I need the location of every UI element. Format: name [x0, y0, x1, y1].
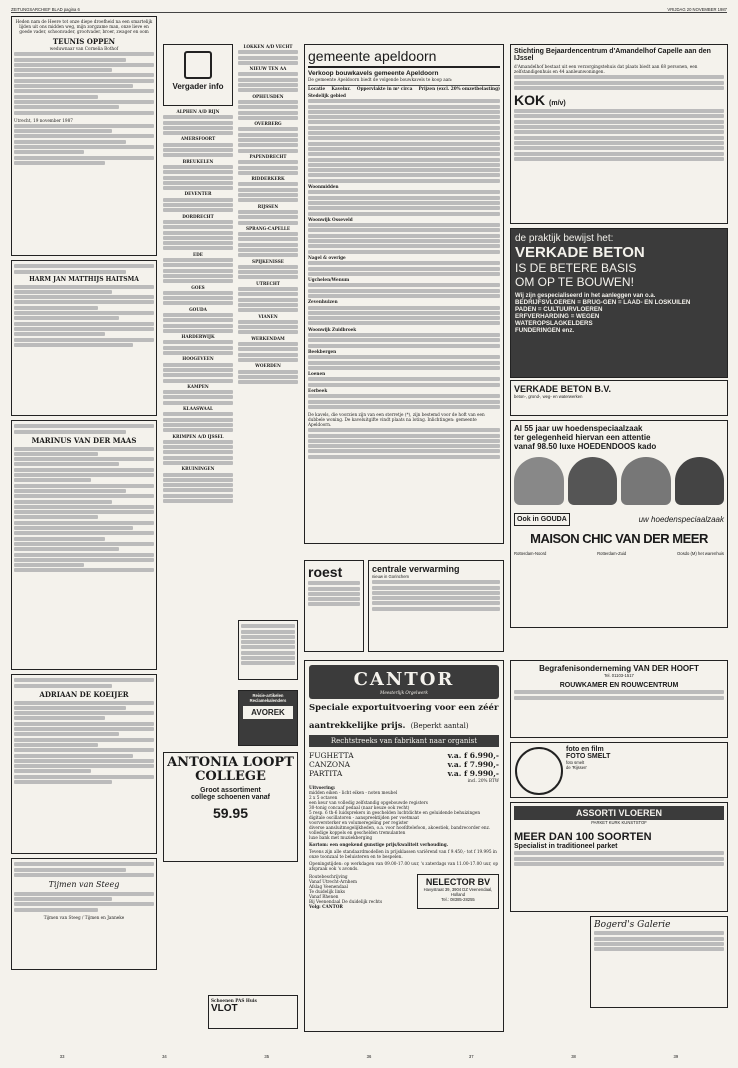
apeldoorn-footer: De kavels, die voorzien zijn van een sterretje (*), zijn bestemd voor de hoft van een dubbele woning. De kaveluitgifte vindt plaats na loting. Inlichtingen: gemeente Apeldoorn. [308, 411, 485, 427]
verkade-beton-ad: de praktijk bewijst het: VERKADE BETON IS DE BETERE BASIS OM OP TE BOUWEN! Wij zijn gespecialiseerd in het aanleggen van o.a. BEDRIJFSVLOEREN = BRUG-GEN = LAAD- EN LOSKUILEN PADEN = CULTUURVLOEREN ERFVERHARDING = WEGEN WATEROPSLAGKELDERS FUNDERINGEN enz. [510, 228, 728, 378]
film-icon [515, 747, 563, 795]
notice-van-der-maas [11, 420, 157, 670]
notice-footer: Tijmen van Steeg / Tijmen en Janneke [43, 914, 125, 920]
small-ad-box [238, 620, 298, 680]
cantor-incl: incl. 20% BTW [467, 778, 499, 783]
bogerd-galerie-ad: Bogerd's Galerie [590, 916, 728, 1008]
beton-spec: Wij zijn gespecialiseerd in het aanleggen van o.a. [515, 293, 656, 299]
deceased-name: HARM JAN MATTHIJS HAITSMA [29, 275, 139, 283]
apeldoorn-intro: De gemeente Apeldoorn biedt de volgende bouwkavels te koop aan: [308, 77, 453, 82]
notice-intro: Heden nam de Heere tot onze diepe droefheid na een smartelijk lijden uit ons midden weg, mijn zorgzame man, onze lieve en goede vader, schoonvader, grootvader, broer, zwager en oom [15, 19, 153, 34]
assorti-ad: ASSORTI VLOEREN PARKET KURK KUNSTSTOF MEER DAN 100 SOORTEN Specialist in traditioneel parket [510, 802, 728, 912]
deceased-name: Tijmen van Steeg [48, 879, 120, 889]
hoeden-ad: Al 55 jaar uw hoedenspeciaalzaak ter gelegenheid hiervan een attentie vanaf 98.50 luxe HOEDENDOOS kado Ook in GOUDA uw hoedenspeciaalzaak MAISON CHIC VAN DER MEER Rotterdam-Noord Rotterdam-Zuid Oosdo (M) het warenhuis [510, 420, 728, 628]
bejaarden-ad [510, 44, 728, 224]
bejaarden-text: d'Amandelhof bestaat uit een verzorgingstehuis dat plaats biedt aan 68 personen, een zelfstandigenhuis en 44 aanleunwoningen. [514, 64, 698, 74]
notice-van-steeg [11, 858, 157, 970]
beton-slogan1: de praktijk bewijst het: [515, 233, 614, 244]
centrale-sub: nieuw in Gorinchem [372, 574, 410, 579]
cantor-band: Rechtstreeks van fabrikant naar organist [309, 735, 499, 747]
van-der-hooft-ad [510, 660, 728, 738]
foto-smelt-ad: foto en film FOTO SMELT foto smelt de 'Rijssen' [510, 742, 728, 798]
cantor-models: FUGHETTA v.a. f 6.990,- CANZONA v.a. f 7.990,- PARTITA v.a. f 9.990,- [309, 751, 499, 778]
apeldoorn-notice: gemeente apeldoorn Verkoop bouwkavels gemeente Apeldoorn De gemeente Apeldoorn biedt de volgende bouwkavels te koop aan: Locatie Kavelnr. Oppervlakte in m² circa Prijzen (excl. 20% omzetbelasting) Stedelijk gebied Woonmidden Woonwijk Osseveld Nagel & overige Ugchelen/Wenum Zevenhuizen Woonwijk Zuidbroek Beekbergen Loenen Eerbeek De kavels, die voorzien zijn van een sterretje (*), zijn bestemd voor de hoft van een dubbele woning. De kaveluitgifte vindt plaats na loting. Inlichtingen: gemeente Apeldoorn. [304, 44, 504, 544]
antonia-ad [163, 752, 298, 862]
avorek-title: Reisie-artikelen Reclamekalenders [249, 693, 287, 703]
antonia-title: ANTONIA LOOPT COLLEGE [167, 755, 294, 784]
deceased-name: ADRIAAN DE KOEIJER [39, 689, 129, 699]
badge-label: Vergader info [172, 82, 224, 91]
roest-ad [304, 560, 364, 652]
roest-name: roest [308, 564, 343, 580]
vlot-name: VLOT [211, 1003, 238, 1014]
apeldoorn-title: gemeente apeldoorn [308, 48, 500, 68]
antonia-price-label: college schoenen vanaf [191, 794, 270, 801]
kok-title: KOK [514, 91, 546, 108]
family-notices-column [11, 16, 157, 1036]
meeting-listings-2: LOKKEN A/D VECHT NIEUW TEN AA OPHEUSDEN OVERBERG PAPENDRECHT RIDDERKERK RIJSSEN SPRANG-CAPELLE SPIJKENISSE UTRECHT VIANEN WERKENDAM WOERDEN [238, 44, 298, 644]
cantor-logo: CANTOR Meesterlijk Orgelwerk [309, 665, 499, 699]
bejaarden-title: Stichting Bejaardencentrum d'Amandelhof Capelle aan den IJssel [514, 48, 711, 62]
header-right: VRIJDAG 20 NOVEMBER 1987 [667, 7, 727, 12]
beton-slogan4: OM OP TE BOUWEN! [515, 275, 634, 289]
page-header [11, 7, 727, 13]
hoed-name: MAISON CHIC VAN DER MEER [530, 531, 708, 546]
beton-slogan2: VERKADE BETON [515, 244, 645, 261]
kok-sub: (m/v) [549, 99, 566, 107]
nelector-box: NELECTOR BV Havystraat 39, 3904 DZ Veenendaal, Holland Tel.: 08385-28255 [417, 874, 499, 909]
notice-oppen [11, 16, 157, 256]
company-name: VERKADE BETON B.V. [514, 384, 612, 394]
cantor-features: midden eiken - licht eiken - noten meubel 2 x 5 octaven een keur van volledig zelfstandig opgebouwde registers 30-tonig concaaf pedaal (naar keuze ook recht) 5 resp. 6 th-6 luidsprekers in geschelden luchtdichte en geluidende behuizingen digitale oscillatoren - aanspreektijden per voetmaat voorversterker en volumeregeling per register diverse aansluitmogelijkheden, o.a. voor hoofdtelefoon, akoestiek, bandrecorder enz. volledige koppels en geschelden tremulanten luxe bank met muziekberging [309, 790, 491, 840]
antonia-sub: Groot assortiment [200, 787, 261, 794]
deceased-name: TEUNIS OPPEN [52, 37, 116, 46]
hooft-tel: Tel. 01103-1517 [604, 673, 634, 678]
notice-location: Utrecht, 19 november 1987 [14, 117, 73, 123]
vergader-info-badge [163, 44, 233, 106]
hooft-title: Begrafenisonderneming VAN DER HOOFT [539, 664, 699, 673]
apeldoorn-subtitle: Verkoop bouwkavels gemeente Apeldoorn [308, 70, 439, 77]
deceased-name: MARINUS VAN DER MAAS [31, 435, 137, 445]
cantor-ad: CANTOR Meesterlijk Orgelwerk Speciale exportuitvoering voor een zéér aantrekkelijke prijs. (Beperkt aantal) Rechtstreeks van fabrikant naar organist FUGHETTA v.a. f 6.990,- CANZONA v.a. f 7.990,- PARTITA v.a. f 9.990,- incl. 20% BTW Uitvoering: midden eiken - licht eiken - noten meubel 2 x 5 octaven een keur van volledig zelfstandig opgebouwde registers 30-tonig concaaf pedaal (naar keuze ook recht) 5 resp. 6 th-6 luidsprekers in geschelden luchtdichte en geluidende behuizingen digitale oscillatoren - aanspreektijden per voetmaat voorversterker en volumeregeling per register diverse aansluitmogelijkheden, o.a. voor hoofdtelefoon, akoestiek, bandrecorder enz. volledige koppels en geschelden tremulanten luxe bank met muziekberging Kortom: een ongekend gunstige prijs/kwaliteit verhouding. Tevens zijn alle standaardmodellen in prijsklassen variërend van f 9.450,- tot f 19.995 in onze toonzaal te beluisteren en te bespelen. Openingstijden: op werkdagen van 09.00-17.00 uur, 's zaterdags van 11.00-17.00 uur, op afspraak ook 's avonds. Routebeschrijving Vanaf Utrecht-Arnhem Afslag Veenendaal Te duidelijk links Vanaf Rhenen Bij Veenendaal De duidelijk rechts Volg: CANTOR NELECTOR BV Havystraat 39, 3904 DZ Veenendaal, Holland Tel.: 08385-28255 [304, 660, 504, 1032]
antonia-price: 59.95 [212, 805, 249, 821]
gouda-badge: Ook in GOUDA [514, 513, 570, 526]
hoed-badge: uw hoedenspeciaalzaak [638, 515, 724, 524]
centrale-ad [368, 560, 504, 652]
notice-de-koeijer [11, 674, 157, 854]
calendar-icon [184, 51, 212, 79]
rouwkamer: ROUWKAMER EN ROUWCENTRUM [559, 682, 679, 689]
avorek-ad [238, 690, 298, 746]
meeting-listings: ALPHEN A/D RIJN AMERSFOORT BREUKELEN DEVENTER DORDRECHT EDE GOES GOUDA HARDERWIJK HOOGEVEEN KAMPEN KLAASWAAL KRIMPEN A/D IJSSEL KRUININGEN [163, 109, 233, 503]
page-footer: 33 34 35 36 37 38 39 [59, 1054, 679, 1059]
company-sub: beton-, grond-, weg- en waterwerken [514, 394, 583, 399]
deceased-sub: weduwnaar van Cornelia Bothof [49, 46, 119, 51]
header-left: ZEITUNGSARCHIEF BLAD pagina 6 [11, 7, 80, 12]
cantor-contact: Routebeschrijving Vanaf Utrecht-Arnhem Afslag Veenendaal Te duidelijk links Vanaf Rhenen Bij Veenendaal De duidelijk rechts Volg: CANTOR [309, 874, 383, 909]
centrale-name: centrale verwarming [372, 564, 460, 574]
vergader-info-column [163, 44, 233, 744]
table-header: Locatie Kavelnr. Oppervlakte in m² circa Prijzen (excl. 20% omzetbelasting) [308, 86, 500, 91]
vlot-ad [208, 995, 298, 1029]
notice-haitsma [11, 260, 157, 416]
beton-slogan3: IS DE BETERE BASIS [515, 261, 637, 275]
hat-photo-strip [514, 457, 724, 505]
verkade-company [510, 380, 728, 416]
avorek-name: AVOREK [251, 708, 285, 717]
vlot-sub: Schoenen PAS Huis [211, 998, 257, 1003]
